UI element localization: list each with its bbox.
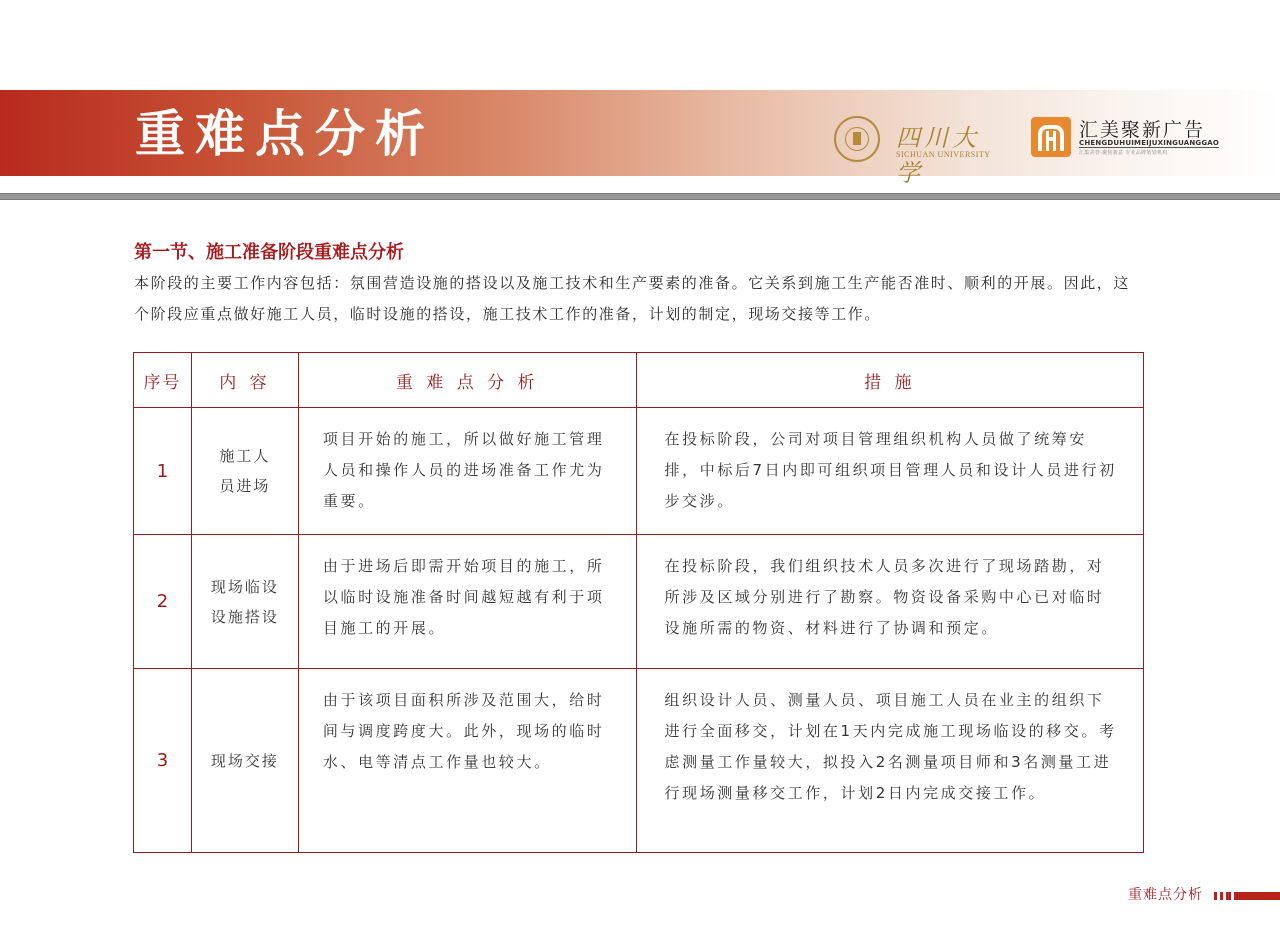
huimei-logo-en: CHENGDUHUIMEIJUXINGUANGGAO [1079, 139, 1220, 147]
row-measure: 组织设计人员、测量人员、项目施工人员在业主的组织下进行全面移交，计划在1天内完成施工现场临设的移交。考虑测量工作量较大，拟投入2名测量项目师和3名测量工进行现场测量移交工作，计划2日内完成交接工作。 [636, 669, 1143, 853]
sichuan-university-logo [834, 116, 994, 187]
row-number: 2 [134, 535, 192, 669]
row-measure: 在投标阶段，我们组织技术人员多次进行了现场踏勘，对所涉及区域分别进行了勘察。物资设备采购中心已对临时设施所需的物资、材料进行了协调和预定。 [636, 535, 1143, 669]
table-row [134, 669, 1144, 853]
row-content: 施工人员进场 [191, 408, 298, 535]
footer-label: 重难点分析 [1128, 887, 1203, 903]
university-seal-icon [834, 116, 880, 162]
row-measure: 在投标阶段，公司对项目管理组织机构人员做了统筹安排，中标后7日内即可组织项目管理人员和设计人员进行初步交涉。 [636, 408, 1143, 535]
table-row [134, 535, 1144, 669]
header-content: 内 容 [191, 353, 298, 408]
row-content: 现场临设设施搭设 [191, 535, 298, 669]
sichuan-logo-en: SICHUAN UNIVERSITY [896, 150, 991, 159]
table-header-row [134, 353, 1144, 408]
analysis-table [133, 352, 1144, 853]
huimei-logo-icon [1031, 117, 1071, 157]
huimei-logo [1031, 117, 1220, 159]
sichuan-logo-cn: 四川大学 [896, 124, 980, 187]
row-number: 1 [134, 408, 192, 535]
huimei-logo-slogan: 汇集美誉·聚焦新意 专业品牌策划机构 [1079, 150, 1168, 156]
header-no: 序号 [134, 353, 192, 408]
huimei-logo-cn: 汇美聚新广告 [1079, 119, 1206, 141]
row-analysis: 由于该项目面积所涉及范围大，给时间与调度跨度大。此外，现场的临时水、电等清点工作量也较大。 [298, 669, 636, 853]
section-title: 第一节、施工准备阶段重难点分析 [134, 242, 404, 263]
section-intro: 本阶段的主要工作内容包括：氛围营造设施的搭设以及施工技术和生产要素的准备。它关系到施工生产能否准时、顺利的开展。因此，这个阶段应重点做好施工人员，临时设施的搭设，施工技术工作的准备，计划的制定，现场交接等工作。 [134, 274, 1131, 323]
row-analysis: 由于进场后即需开始项目的施工，所以临时设施准备时间越短越有利于项目施工的开展。 [298, 535, 636, 669]
header-analysis: 重 难 点 分 析 [298, 353, 636, 408]
row-content: 现场交接 [191, 669, 298, 853]
header-divider [0, 193, 1280, 200]
header-measure: 措 施 [636, 353, 1143, 408]
footer-decoration [1214, 892, 1280, 900]
table-row [134, 408, 1144, 535]
row-number: 3 [134, 669, 192, 853]
row-analysis: 项目开始的施工，所以做好施工管理人员和操作人员的进场准备工作尤为重要。 [298, 408, 636, 535]
page-title: 重难点分析 [135, 105, 435, 163]
